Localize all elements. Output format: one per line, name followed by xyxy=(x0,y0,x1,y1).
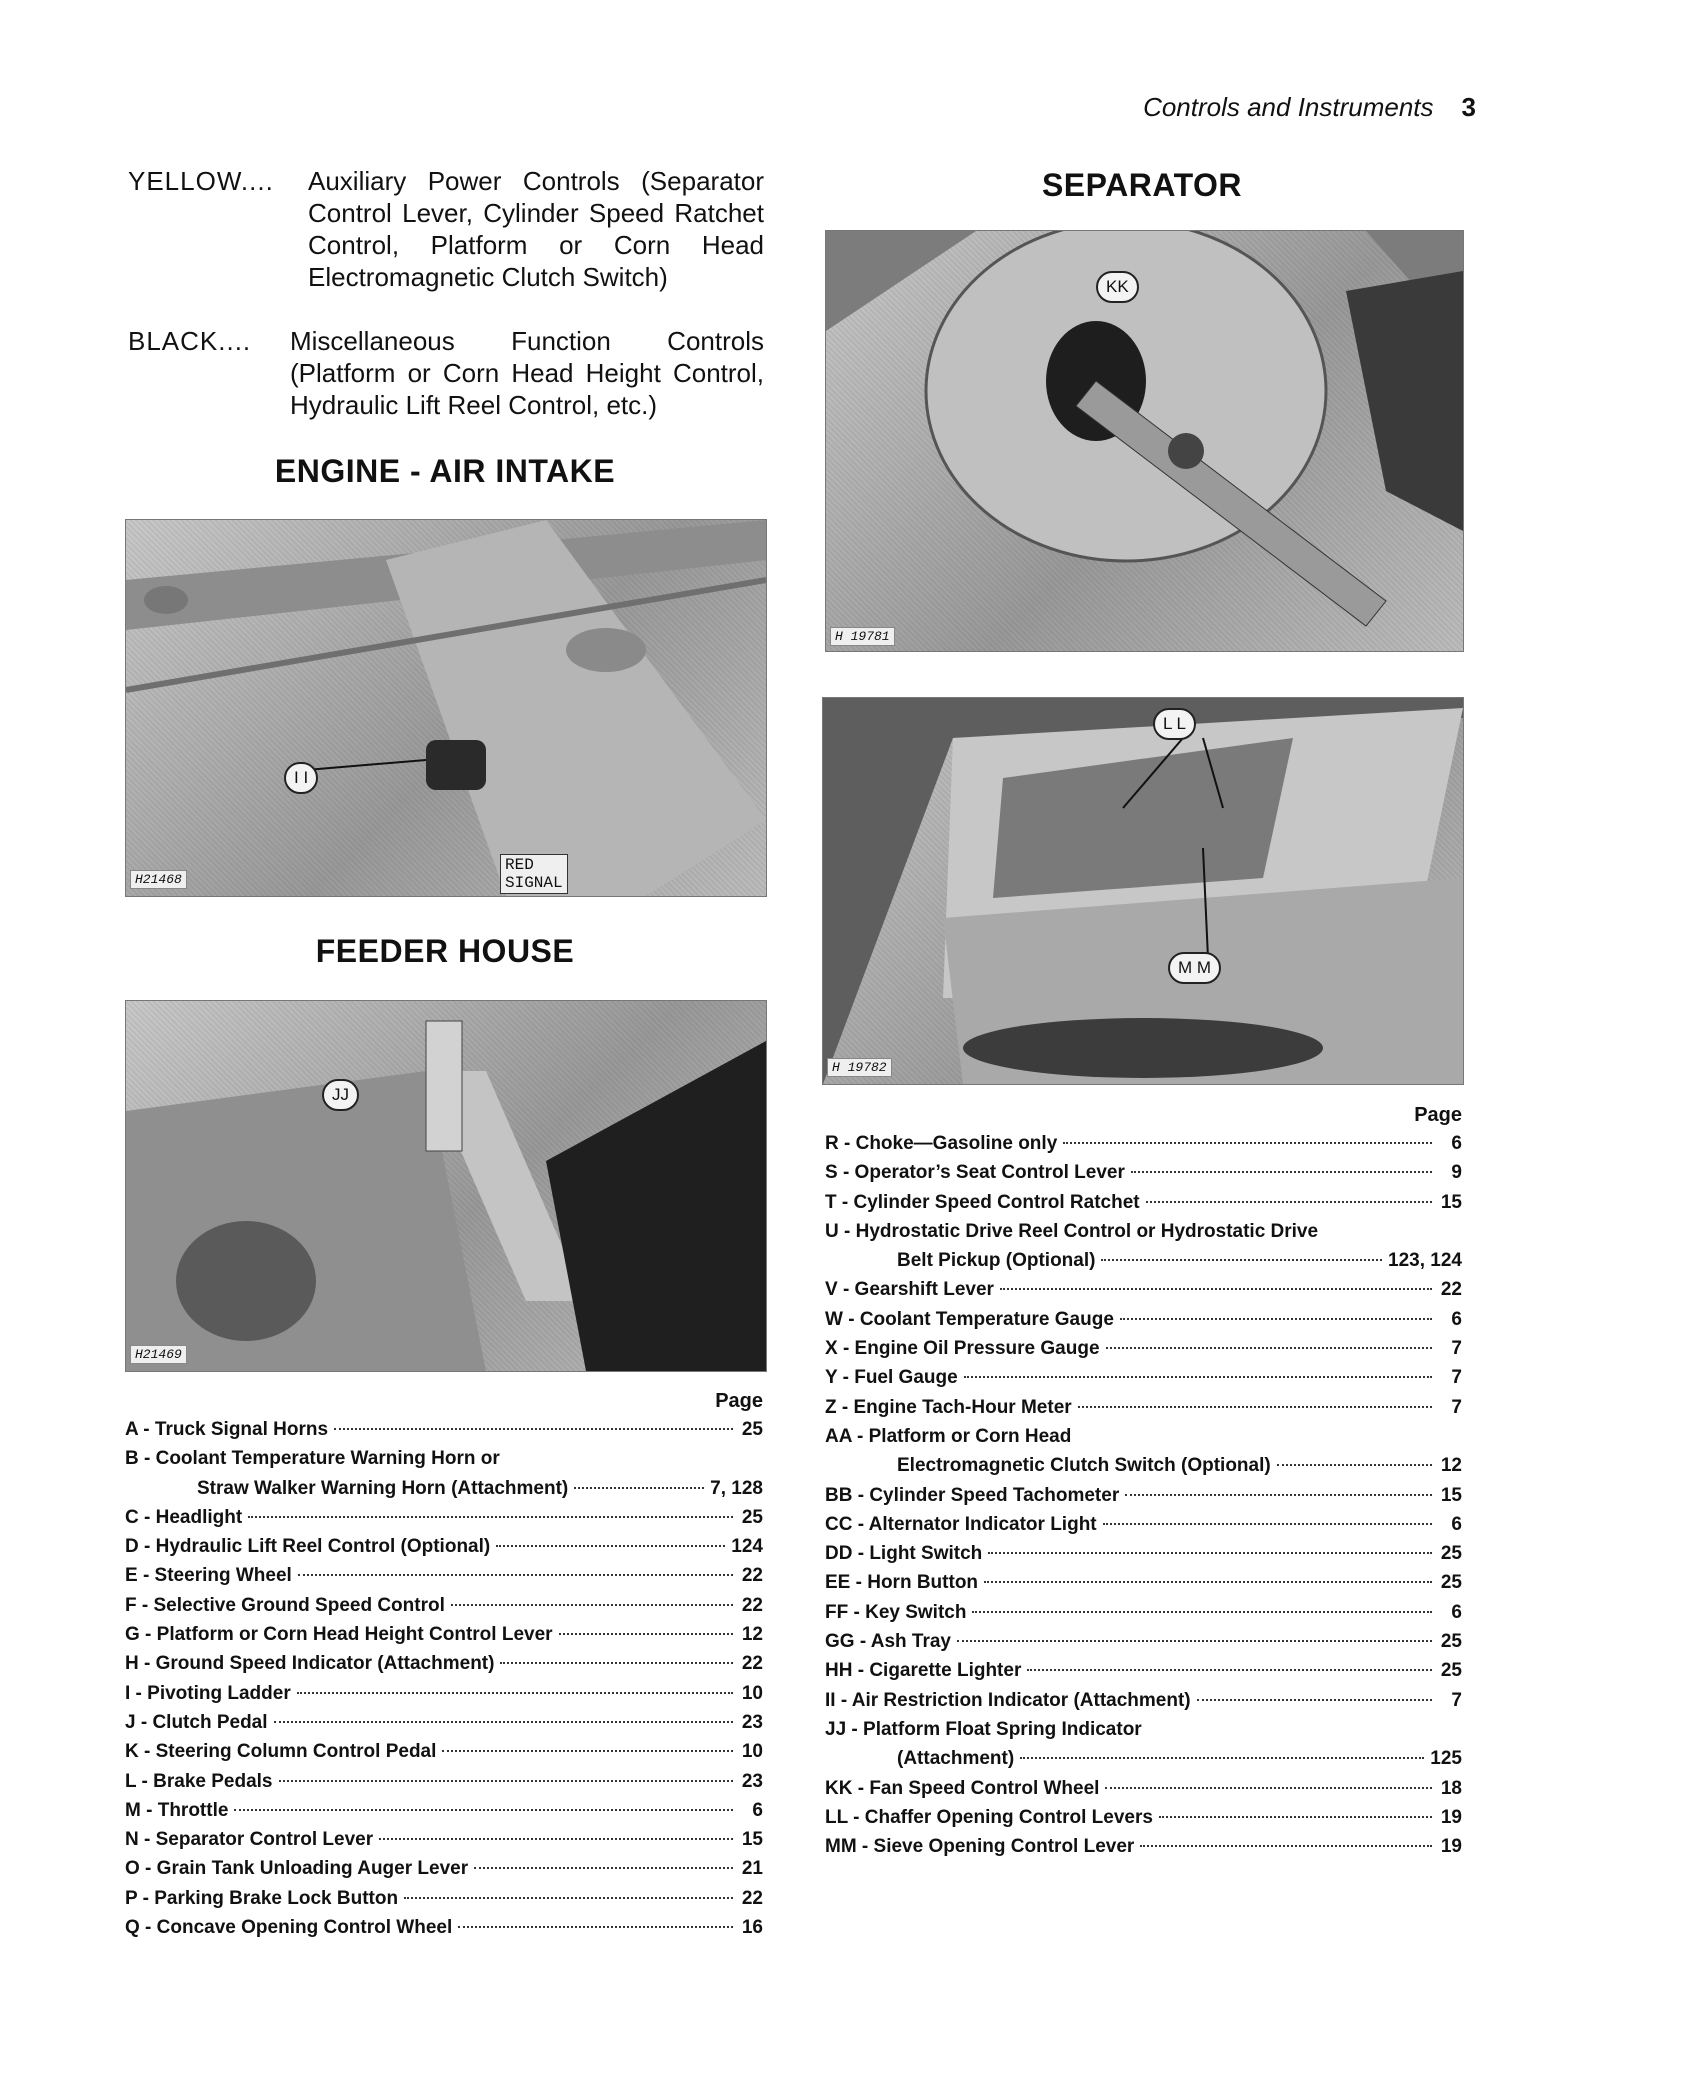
dot-leader xyxy=(274,1721,733,1723)
item-page: 7 xyxy=(1451,1338,1462,1360)
dot-leader xyxy=(1140,1845,1432,1847)
item-page: 23 xyxy=(741,1711,763,1733)
item-page: 15 xyxy=(741,1829,763,1851)
dot-leader xyxy=(279,1780,733,1782)
color-term: BLACK.... xyxy=(128,326,252,356)
item-page: 22 xyxy=(741,1887,763,1909)
section-title-engine: ENGINE - AIR INTAKE xyxy=(274,453,616,489)
list-item xyxy=(125,1712,763,1741)
list-item xyxy=(825,1221,1462,1250)
list-item xyxy=(125,1448,763,1477)
item-page: 22 xyxy=(1440,1279,1462,1301)
item-page: 21 xyxy=(741,1858,763,1880)
color-desc: Miscellaneous Function Controls (Platform or Corn Head Height Control, Hydraulic Lift Reel Control, etc.) xyxy=(290,326,764,420)
dot-leader xyxy=(1105,1787,1432,1789)
photo-code: H 19782 xyxy=(827,1058,892,1077)
item-label: R - Choke—Gasoline only xyxy=(825,1133,1058,1154)
dot-leader xyxy=(1146,1201,1432,1203)
item-label: O - Grain Tank Unloading Auger Lever xyxy=(125,1858,469,1880)
list-item xyxy=(825,1192,1462,1221)
dot-leader xyxy=(1078,1406,1432,1408)
item-label: I - Pivoting Ladder xyxy=(125,1682,291,1704)
list-item xyxy=(825,1514,1462,1543)
item-page: 6 xyxy=(1451,1513,1462,1535)
item-label: F - Selective Ground Speed Control xyxy=(125,1594,445,1616)
item-page: 25 xyxy=(1440,1660,1462,1682)
list-item xyxy=(125,1917,763,1946)
item-page: 25 xyxy=(1440,1631,1462,1653)
dot-leader xyxy=(500,1662,733,1664)
item-label: EE - Horn Button xyxy=(825,1572,979,1594)
red-signal-label xyxy=(500,854,568,894)
item-label: L - Brake Pedals xyxy=(125,1770,273,1792)
item-label: P - Parking Brake Lock Button xyxy=(125,1887,399,1909)
item-page: 23 xyxy=(741,1770,763,1792)
section-title-feeder: FEEDER HOUSE xyxy=(315,933,575,969)
list-item xyxy=(125,1478,763,1507)
item-page: 22 xyxy=(741,1565,763,1587)
callout-kk: KK xyxy=(1096,271,1139,303)
photo-feeder-house xyxy=(125,1000,767,1372)
item-label: CC - Alternator Indicator Light xyxy=(825,1513,1097,1535)
item-page: 6 xyxy=(1451,1133,1462,1154)
item-label: GG - Ash Tray xyxy=(825,1631,951,1653)
list-item xyxy=(125,1507,763,1536)
item-page: 25 xyxy=(1440,1543,1462,1565)
section-title-separator: SEPARATOR xyxy=(1041,167,1243,203)
item-page: 9 xyxy=(1451,1162,1462,1184)
item-label: X - Engine Oil Pressure Gauge xyxy=(825,1338,1100,1360)
item-label: Y - Fuel Gauge xyxy=(825,1367,958,1389)
controls-list-right xyxy=(825,1104,1462,1865)
item-label: S - Operator’s Seat Control Lever xyxy=(825,1162,1125,1184)
dot-leader xyxy=(559,1633,733,1635)
dot-leader xyxy=(972,1611,1432,1613)
photo-code: H 19781 xyxy=(830,627,895,646)
color-code-black xyxy=(128,325,764,421)
item-label: FF - Key Switch xyxy=(825,1601,967,1623)
list-item xyxy=(825,1338,1462,1367)
list-item xyxy=(825,1602,1462,1631)
list-item xyxy=(825,1279,1462,1308)
list-item xyxy=(825,1455,1462,1484)
dot-leader xyxy=(574,1487,704,1489)
item-page: 15 xyxy=(1440,1191,1462,1213)
item-page: 7 xyxy=(1451,1396,1462,1418)
item-label: Straw Walker Warning Horn (Attachment) xyxy=(197,1477,569,1499)
item-page: 22 xyxy=(741,1653,763,1675)
photo-code: H21469 xyxy=(130,1345,187,1364)
item-label: V - Gearshift Lever xyxy=(825,1279,994,1301)
list-item xyxy=(825,1367,1462,1396)
callout-mm: M M xyxy=(1168,952,1221,984)
list-item xyxy=(825,1426,1462,1455)
dot-leader xyxy=(297,1692,733,1694)
item-page: 16 xyxy=(741,1917,763,1939)
header-title: Controls and Instruments xyxy=(1143,92,1434,122)
color-desc: Auxiliary Power Controls (Separator Control Lever, Cylinder Speed Ratchet Control, Platform or Corn Head Electromagnetic Clutch Switch) xyxy=(308,166,764,292)
item-page: 22 xyxy=(741,1594,763,1616)
item-label: MM - Sieve Opening Control Lever xyxy=(825,1836,1135,1858)
running-header xyxy=(1143,92,1476,123)
dot-leader xyxy=(379,1838,733,1840)
dot-leader xyxy=(1101,1259,1382,1261)
item-label: LL - Chaffer Opening Control Levers xyxy=(825,1806,1153,1828)
list-item xyxy=(825,1162,1462,1191)
dot-leader xyxy=(1027,1669,1432,1671)
item-label: (Attachment) xyxy=(897,1748,1015,1770)
callout-ll: L L xyxy=(1153,708,1196,740)
list-item xyxy=(825,1719,1462,1748)
list-item xyxy=(825,1660,1462,1689)
list-item xyxy=(125,1741,763,1770)
item-page: 15 xyxy=(1440,1484,1462,1506)
dot-leader xyxy=(334,1428,733,1430)
item-label: G - Platform or Corn Head Height Control Lever xyxy=(125,1624,553,1646)
item-label: J - Clutch Pedal xyxy=(125,1711,268,1733)
item-label: E - Steering Wheel xyxy=(125,1565,292,1587)
dot-leader xyxy=(458,1926,733,1928)
item-page: 124 xyxy=(731,1536,763,1558)
item-page: 7 xyxy=(1451,1367,1462,1389)
dot-leader xyxy=(984,1581,1432,1583)
dot-leader xyxy=(1277,1464,1432,1466)
item-label: II - Air Restriction Indicator (Attachment) xyxy=(825,1689,1191,1711)
photo-code: H21468 xyxy=(130,870,187,889)
item-label: Z - Engine Tach-Hour Meter xyxy=(825,1396,1072,1418)
dot-leader xyxy=(1020,1757,1424,1759)
item-page: 19 xyxy=(1440,1806,1462,1828)
dot-leader xyxy=(988,1552,1432,1554)
photo-separator-sieves xyxy=(822,697,1464,1085)
list-item xyxy=(125,1771,763,1800)
dot-leader xyxy=(298,1574,733,1576)
item-label: B - Coolant Temperature Warning Horn or xyxy=(125,1448,500,1470)
list-item xyxy=(125,1419,763,1448)
list-item xyxy=(825,1133,1462,1162)
color-term: YELLOW.... xyxy=(128,166,274,196)
dot-leader xyxy=(1120,1318,1432,1320)
item-page: 123, 124 xyxy=(1388,1250,1462,1272)
item-label: H - Ground Speed Indicator (Attachment) xyxy=(125,1653,495,1675)
list-item xyxy=(125,1624,763,1653)
item-label: W - Coolant Temperature Gauge xyxy=(825,1308,1114,1330)
dot-leader xyxy=(404,1897,733,1899)
item-page: 6 xyxy=(752,1799,763,1821)
dot-leader xyxy=(234,1809,733,1811)
signal-line-1: RED xyxy=(505,856,534,874)
page-column-header: Page xyxy=(715,1390,763,1412)
item-label: N - Separator Control Lever xyxy=(125,1829,374,1851)
list-item xyxy=(125,1565,763,1594)
list-item xyxy=(825,1309,1462,1338)
dot-leader xyxy=(451,1604,733,1606)
item-label: Electromagnetic Clutch Switch (Optional) xyxy=(897,1455,1271,1477)
item-page: 10 xyxy=(741,1682,763,1704)
item-page: 25 xyxy=(741,1419,763,1440)
photo-engine-air-intake xyxy=(125,519,767,897)
color-code-yellow xyxy=(128,165,764,293)
dot-leader xyxy=(496,1545,725,1547)
item-label: AA - Platform or Corn Head xyxy=(825,1425,1072,1447)
list-item xyxy=(825,1543,1462,1572)
item-page: 12 xyxy=(1440,1455,1462,1477)
item-label: BB - Cylinder Speed Tachometer xyxy=(825,1484,1120,1506)
item-page: 18 xyxy=(1440,1777,1462,1799)
list-item xyxy=(125,1595,763,1624)
item-page: 25 xyxy=(741,1506,763,1528)
dot-leader xyxy=(442,1750,733,1752)
photo-separator-fan xyxy=(825,230,1464,652)
list-item xyxy=(125,1858,763,1887)
list-item xyxy=(125,1800,763,1829)
dot-leader xyxy=(1197,1699,1432,1701)
list-item xyxy=(125,1683,763,1712)
list-item xyxy=(825,1690,1462,1719)
list-item xyxy=(125,1653,763,1682)
page-column-header: Page xyxy=(1414,1104,1462,1126)
callout-jj: JJ xyxy=(322,1079,359,1111)
item-page: 7, 128 xyxy=(710,1477,763,1499)
callout-ii: I I xyxy=(284,762,318,794)
page-number: 3 xyxy=(1461,92,1476,122)
list-item xyxy=(825,1572,1462,1601)
dot-leader xyxy=(1159,1816,1432,1818)
dot-leader xyxy=(474,1867,733,1869)
item-page: 6 xyxy=(1451,1308,1462,1330)
list-item xyxy=(125,1536,763,1565)
item-page: 25 xyxy=(1440,1572,1462,1594)
dot-leader xyxy=(1106,1347,1432,1349)
dot-leader xyxy=(1125,1494,1432,1496)
item-page: 12 xyxy=(741,1624,763,1646)
item-label: A - Truck Signal Horns xyxy=(125,1419,329,1440)
item-label: D - Hydraulic Lift Reel Control (Optional) xyxy=(125,1536,491,1558)
list-item xyxy=(825,1631,1462,1660)
item-label: T - Cylinder Speed Control Ratchet xyxy=(825,1191,1140,1213)
item-page: 7 xyxy=(1451,1689,1462,1711)
item-label: K - Steering Column Control Pedal xyxy=(125,1741,437,1763)
list-item xyxy=(825,1836,1462,1865)
item-page: 10 xyxy=(741,1741,763,1763)
dot-leader xyxy=(1000,1288,1432,1290)
dot-leader xyxy=(248,1516,733,1518)
item-label: JJ - Platform Float Spring Indicator xyxy=(825,1718,1142,1740)
list-item xyxy=(825,1778,1462,1807)
list-item xyxy=(125,1829,763,1858)
list-item xyxy=(825,1250,1462,1279)
item-label: DD - Light Switch xyxy=(825,1543,983,1565)
dot-leader xyxy=(1063,1142,1432,1144)
item-label: KK - Fan Speed Control Wheel xyxy=(825,1777,1100,1799)
item-label: M - Throttle xyxy=(125,1799,229,1821)
item-page: 125 xyxy=(1430,1748,1462,1770)
item-label: Q - Concave Opening Control Wheel xyxy=(125,1917,453,1939)
dot-leader xyxy=(957,1640,1432,1642)
item-label: U - Hydrostatic Drive Reel Control or Hydrostatic Drive xyxy=(825,1220,1319,1242)
list-item xyxy=(825,1748,1462,1777)
item-page: 19 xyxy=(1440,1836,1462,1858)
item-label: C - Headlight xyxy=(125,1506,243,1528)
item-page: 6 xyxy=(1451,1601,1462,1623)
list-item xyxy=(125,1888,763,1917)
list-item xyxy=(825,1485,1462,1514)
signal-line-2: SIGNAL xyxy=(505,874,563,892)
dot-leader xyxy=(1103,1523,1432,1525)
item-label: HH - Cigarette Lighter xyxy=(825,1660,1022,1682)
list-item xyxy=(825,1397,1462,1426)
controls-list-left xyxy=(125,1390,763,1946)
list-item xyxy=(825,1807,1462,1836)
dot-leader xyxy=(964,1376,1432,1378)
dot-leader xyxy=(1131,1171,1432,1173)
item-label: Belt Pickup (Optional) xyxy=(897,1250,1096,1272)
